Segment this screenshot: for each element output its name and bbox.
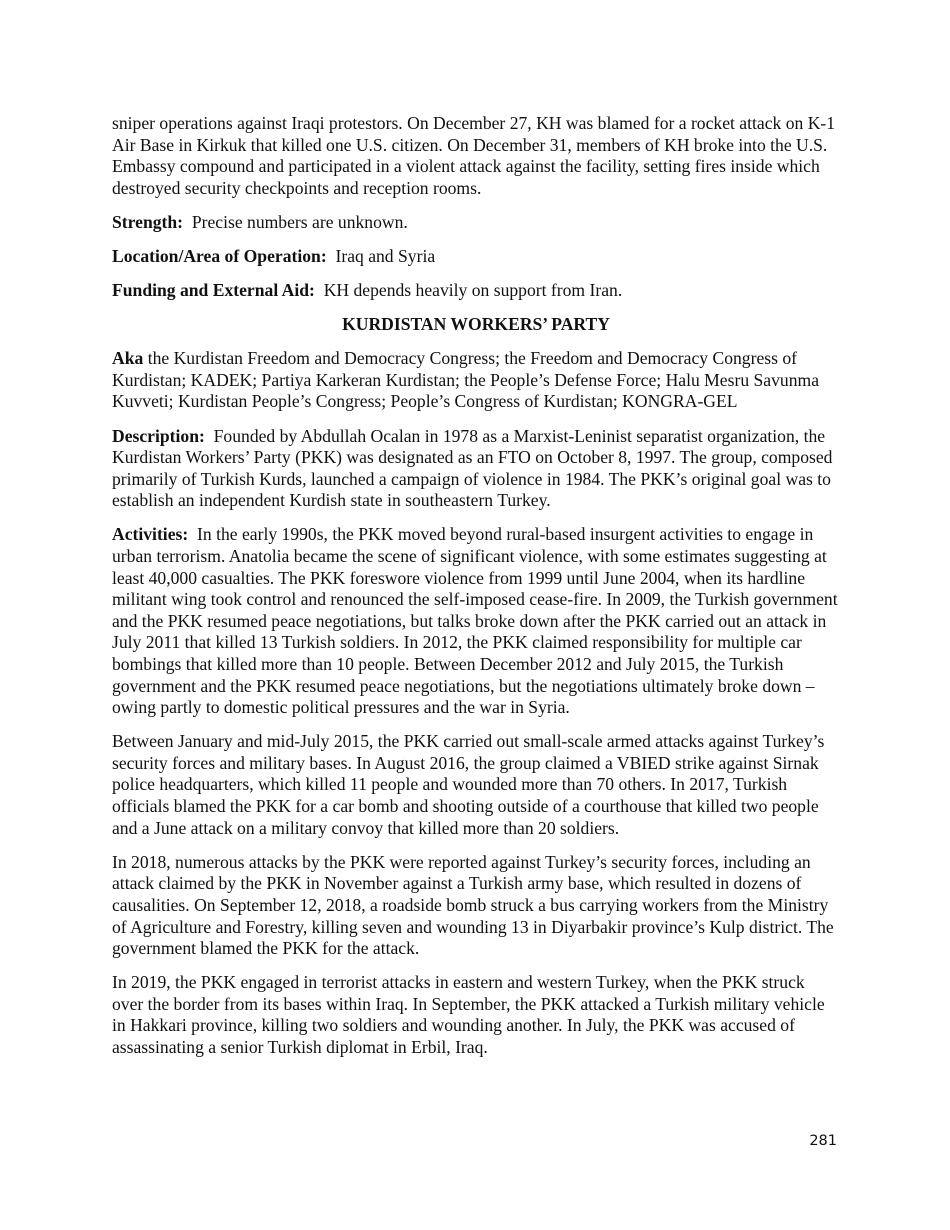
strength-field xyxy=(112,212,840,234)
activities-value: In the early 1990s, the PKK moved beyond rural-based insurgent activities to engage in urban terrorism. Anatolia became the scene of significant violence, with some estimates suggesting at least 40,000 casualties. The PKK foreswore violence from 1999 until June 2004, when its hardline militant wing took control and renounced the self-imposed cease-fire. In 2009, the Turkish government and the PKK resumed peace negotiations, but talks broke down after the PKK carried out an attack in July 2011 that killed 13 Turkish soldiers. In 2012, the PKK claimed responsibility for multiple car bombings that killed more than 10 people. Between December 2012 and July 2015, the Turkish government and the PKK resumed peace negotiations, but the negotiations ultimately broke down – owing partly to domestic political pressures and the war in Syria. xyxy=(112,524,838,718)
aka-label: Aka xyxy=(112,348,144,369)
document-page xyxy=(112,113,840,1071)
funding-field xyxy=(112,280,840,302)
activities-paragraph xyxy=(112,524,840,718)
description-label: Description: xyxy=(112,425,205,446)
body-paragraph-2018: In 2018, numerous attacks by the PKK were reported against Turkey’s security forces, including an attack claimed by the PKK in November against a Turkish army base, which resulted in dozens of causalities. On September 12, 2018, a roadside bomb struck a bus carrying workers from the Ministry of Agriculture and Forestry, killing seven and wounding 13 in Diyarbakir province’s Kulp district. The government blamed the PKK for the attack. xyxy=(112,851,834,959)
aka-paragraph xyxy=(112,348,840,413)
aka-value: the Kurdistan Freedom and Democracy Congress; the Freedom and Democracy Congress of Kurdistan; KADEK; Partiya Karkeran Kurdistan; the People’s Defense Force; Halu Mesru Savunma Kuvveti; Kurdistan People’s Congress; People’s Congress of Kurdistan; KONGRA-GEL xyxy=(112,348,819,412)
body-paragraph-2019: In 2019, the PKK engaged in terrorist attacks in eastern and western Turkey, when the PKK struck over the border from its bases within Iraq. In September, the PKK attacked a Turkish military vehicle in Hakkari province, killing two soldiers and wounding another. In July, the PKK was accused of assassinating a senior Turkish diplomat in Erbil, Iraq. xyxy=(112,972,825,1057)
funding-value: KH depends heavily on support from Iran. xyxy=(323,280,623,301)
description-value: Founded by Abdullah Ocalan in 1978 as a Marxist-Leninist separatist organization, the Kurdistan Workers’ Party (PKK) was designated as an FTO on October 8, 1997. The group, composed primarily of Turkish Kurds, launched a campaign of violence in 1984. The PKK’s original goal was to establish an independent Kurdish state in southeastern Turkey. xyxy=(112,425,833,511)
intro-paragraph: sniper operations against Iraqi protestors. On December 27, KH was blamed for a rocket attack on K-1 Air Base in Kirkuk that killed one U.S. citizen. On December 31, members of KH broke into the U.S. Embassy compound and participated in a violent attack against the facility, setting fires inside which destroyed security checkpoints and reception rooms. xyxy=(112,113,836,198)
strength-value: Precise numbers are unknown. xyxy=(191,211,408,232)
strength-label: Strength: xyxy=(112,211,184,232)
location-field xyxy=(112,246,840,268)
location-label: Location/Area of Operation: xyxy=(112,245,327,266)
page-number: 281 xyxy=(809,1133,837,1149)
location-value: Iraq and Syria xyxy=(335,245,436,266)
funding-label: Funding and External Aid: xyxy=(112,280,315,301)
activities-label: Activities: xyxy=(112,524,189,545)
section-heading: KURDISTAN WORKERS’ PARTY xyxy=(342,314,610,335)
description-paragraph xyxy=(112,426,840,512)
body-paragraph-2015: Between January and mid-July 2015, the PKK carried out small-scale armed attacks against Turkey’s security forces and military bases. In August 2016, the group claimed a VBIED strike against Sirnak police headquarters, which killed 11 people and wounded more than 70 others. In 2017, Turkish officials blamed the PKK for a car bomb and shooting outside of a courthouse that killed two people and a June attack on a military convoy that killed more than 20 soldiers. xyxy=(112,731,825,838)
